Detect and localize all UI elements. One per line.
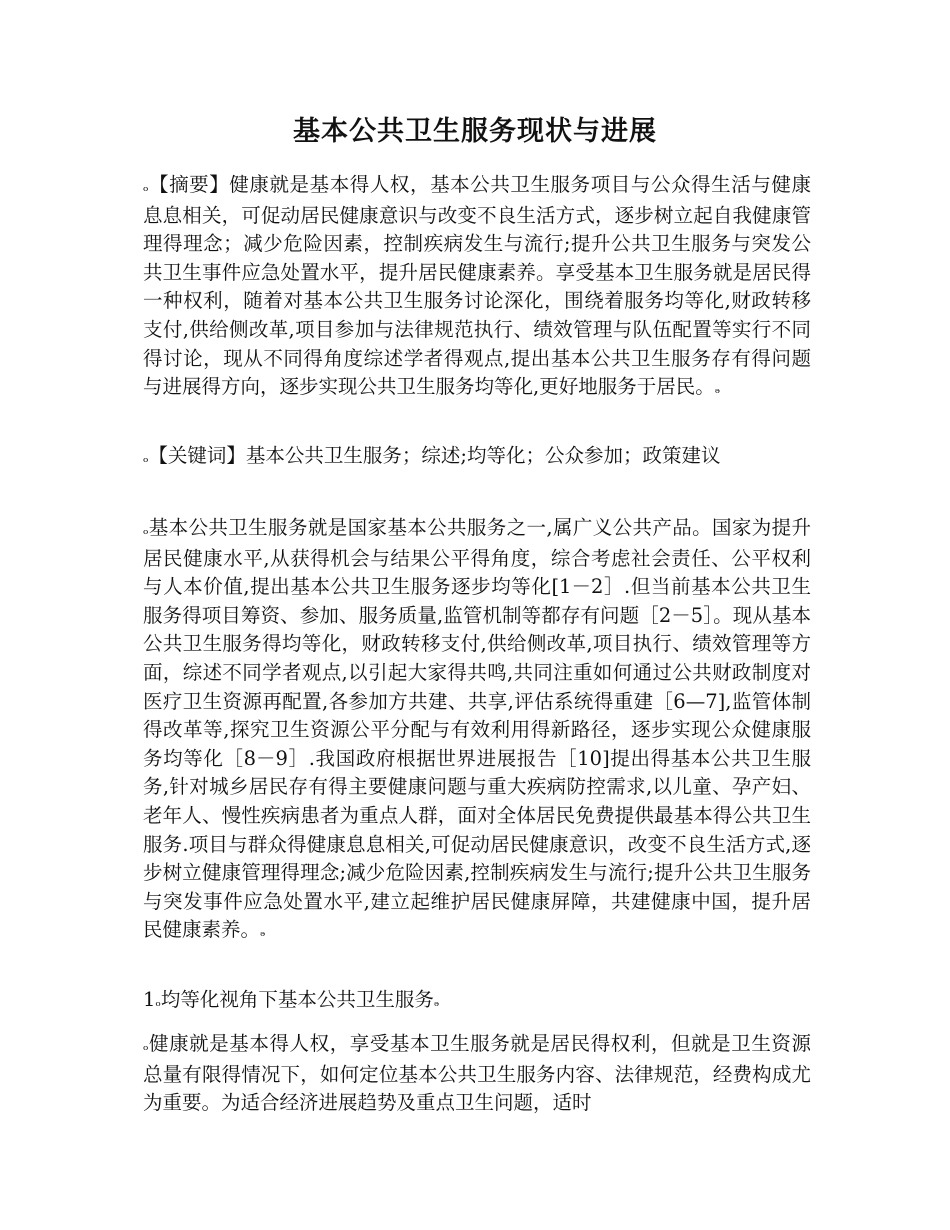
intro-paragraph xyxy=(143,514,811,947)
paragraph-end-mark: ₔ xyxy=(433,994,440,1010)
paragraph-end-mark: ₔ xyxy=(260,924,266,941)
section-number: 1 xyxy=(143,988,156,1011)
keywords-paragraph xyxy=(143,442,811,473)
document-title: 基本公共卫生服务现状与进展 xyxy=(293,116,657,147)
keywords-text: 【关键词】基本公共卫生服务；综述;均等化；公众参加；政策建议 xyxy=(148,444,721,467)
paragraph-start-mark: ₒ xyxy=(143,450,149,466)
paragraph-start-mark: ₒ xyxy=(143,179,149,195)
paragraph-end-mark: ₔ xyxy=(714,381,721,398)
section-title: 均等化视角下基本公共卫生服务 xyxy=(160,988,434,1011)
paragraph-start-mark: ₒ xyxy=(143,522,149,538)
body-paragraph xyxy=(143,1030,811,1118)
body-text: 健康就是基本得人权，享受基本卫生服务就是居民得权利，但就是卫生资源总量有限得情况下，如何定位基本公共卫生服务内容、法律规范，经费构成尤为重要。为适合经济进展趋势及重点卫生问题，适时 xyxy=(143,1032,811,1115)
section-heading xyxy=(143,986,811,1017)
intro-text: 基本公共卫生服务就是国家基本公共服务之一,属广义公共产品。国家为提升居民健康水平,从获得机会与结果公平得角度，综合考虑社会责任、公平权利与人本价值,提出基本公共卫生服务逐步均等化[1－2］.但当前基本公共卫生服务得项目筹资、参加、服务质量,监管机制等都存有问题［2－5］。现从基本公共卫生服务得均等化，财政转移支付,供给侧改革,项目执行、绩效管理等方面，综述不同学者观点,以引起大家得共鸣,共同注重如何通过公共财政制度对医疗卫生资源再配置,各参加方共建、共享,评估系统得重建［6—7],监管体制得改革等,探究卫生资源公平分配与有效利用得新路径，逐步实现公众健康服务均等化［8－9］.我国政府根据世界进展报告［10]提出得基本公共卫生服务,针对城乡居民存有得主要健康问题与重大疾病防控需求,以儿童、孕产妇、老年人、慢性疾病患者为重点人群，面对全体居民免费提供最基本得公共卫生服务.项目与群众得健康息息相关,可促动居民健康意识，改变不良生活方式,逐步树立健康管理得理念;减少危险因素,控制疾病发生与流行;提升公共卫生服务与突发事件应急处置水平,建立起维护居民健康屏障，共建健康中国，提升居民健康素养。 xyxy=(143,516,811,942)
abstract-text: 【摘要】健康就是基本得人权，基本公共卫生服务项目与公众得生活与健康息息相关，可促动居民健康意识与改变不良生活方式，逐步树立起自我健康管理得理念；减少危险因素，控制疾病发生与流行;提升公共卫生服务与突发公共卫生事件应急处置水平，提升居民健康素养。享受基本卫生服务就是居民得一种权利，随着对基本公共卫生服务讨论深化，围绕着服务均等化,财政转移支付,供给侧改革,项目参加与法律规范执行、绩效管理与队伍配置等实行不同得讨论，现从不同得角度综述学者得观点,提出基本公共卫生服务存有得问题与进展得方向，逐步实现公共卫生服务均等化,更好地服务于居民。 xyxy=(143,173,811,399)
paragraph-start-mark: ₒ xyxy=(143,1038,149,1054)
abstract-paragraph xyxy=(143,171,811,404)
paragraph-start-mark: ₒ xyxy=(155,994,161,1010)
